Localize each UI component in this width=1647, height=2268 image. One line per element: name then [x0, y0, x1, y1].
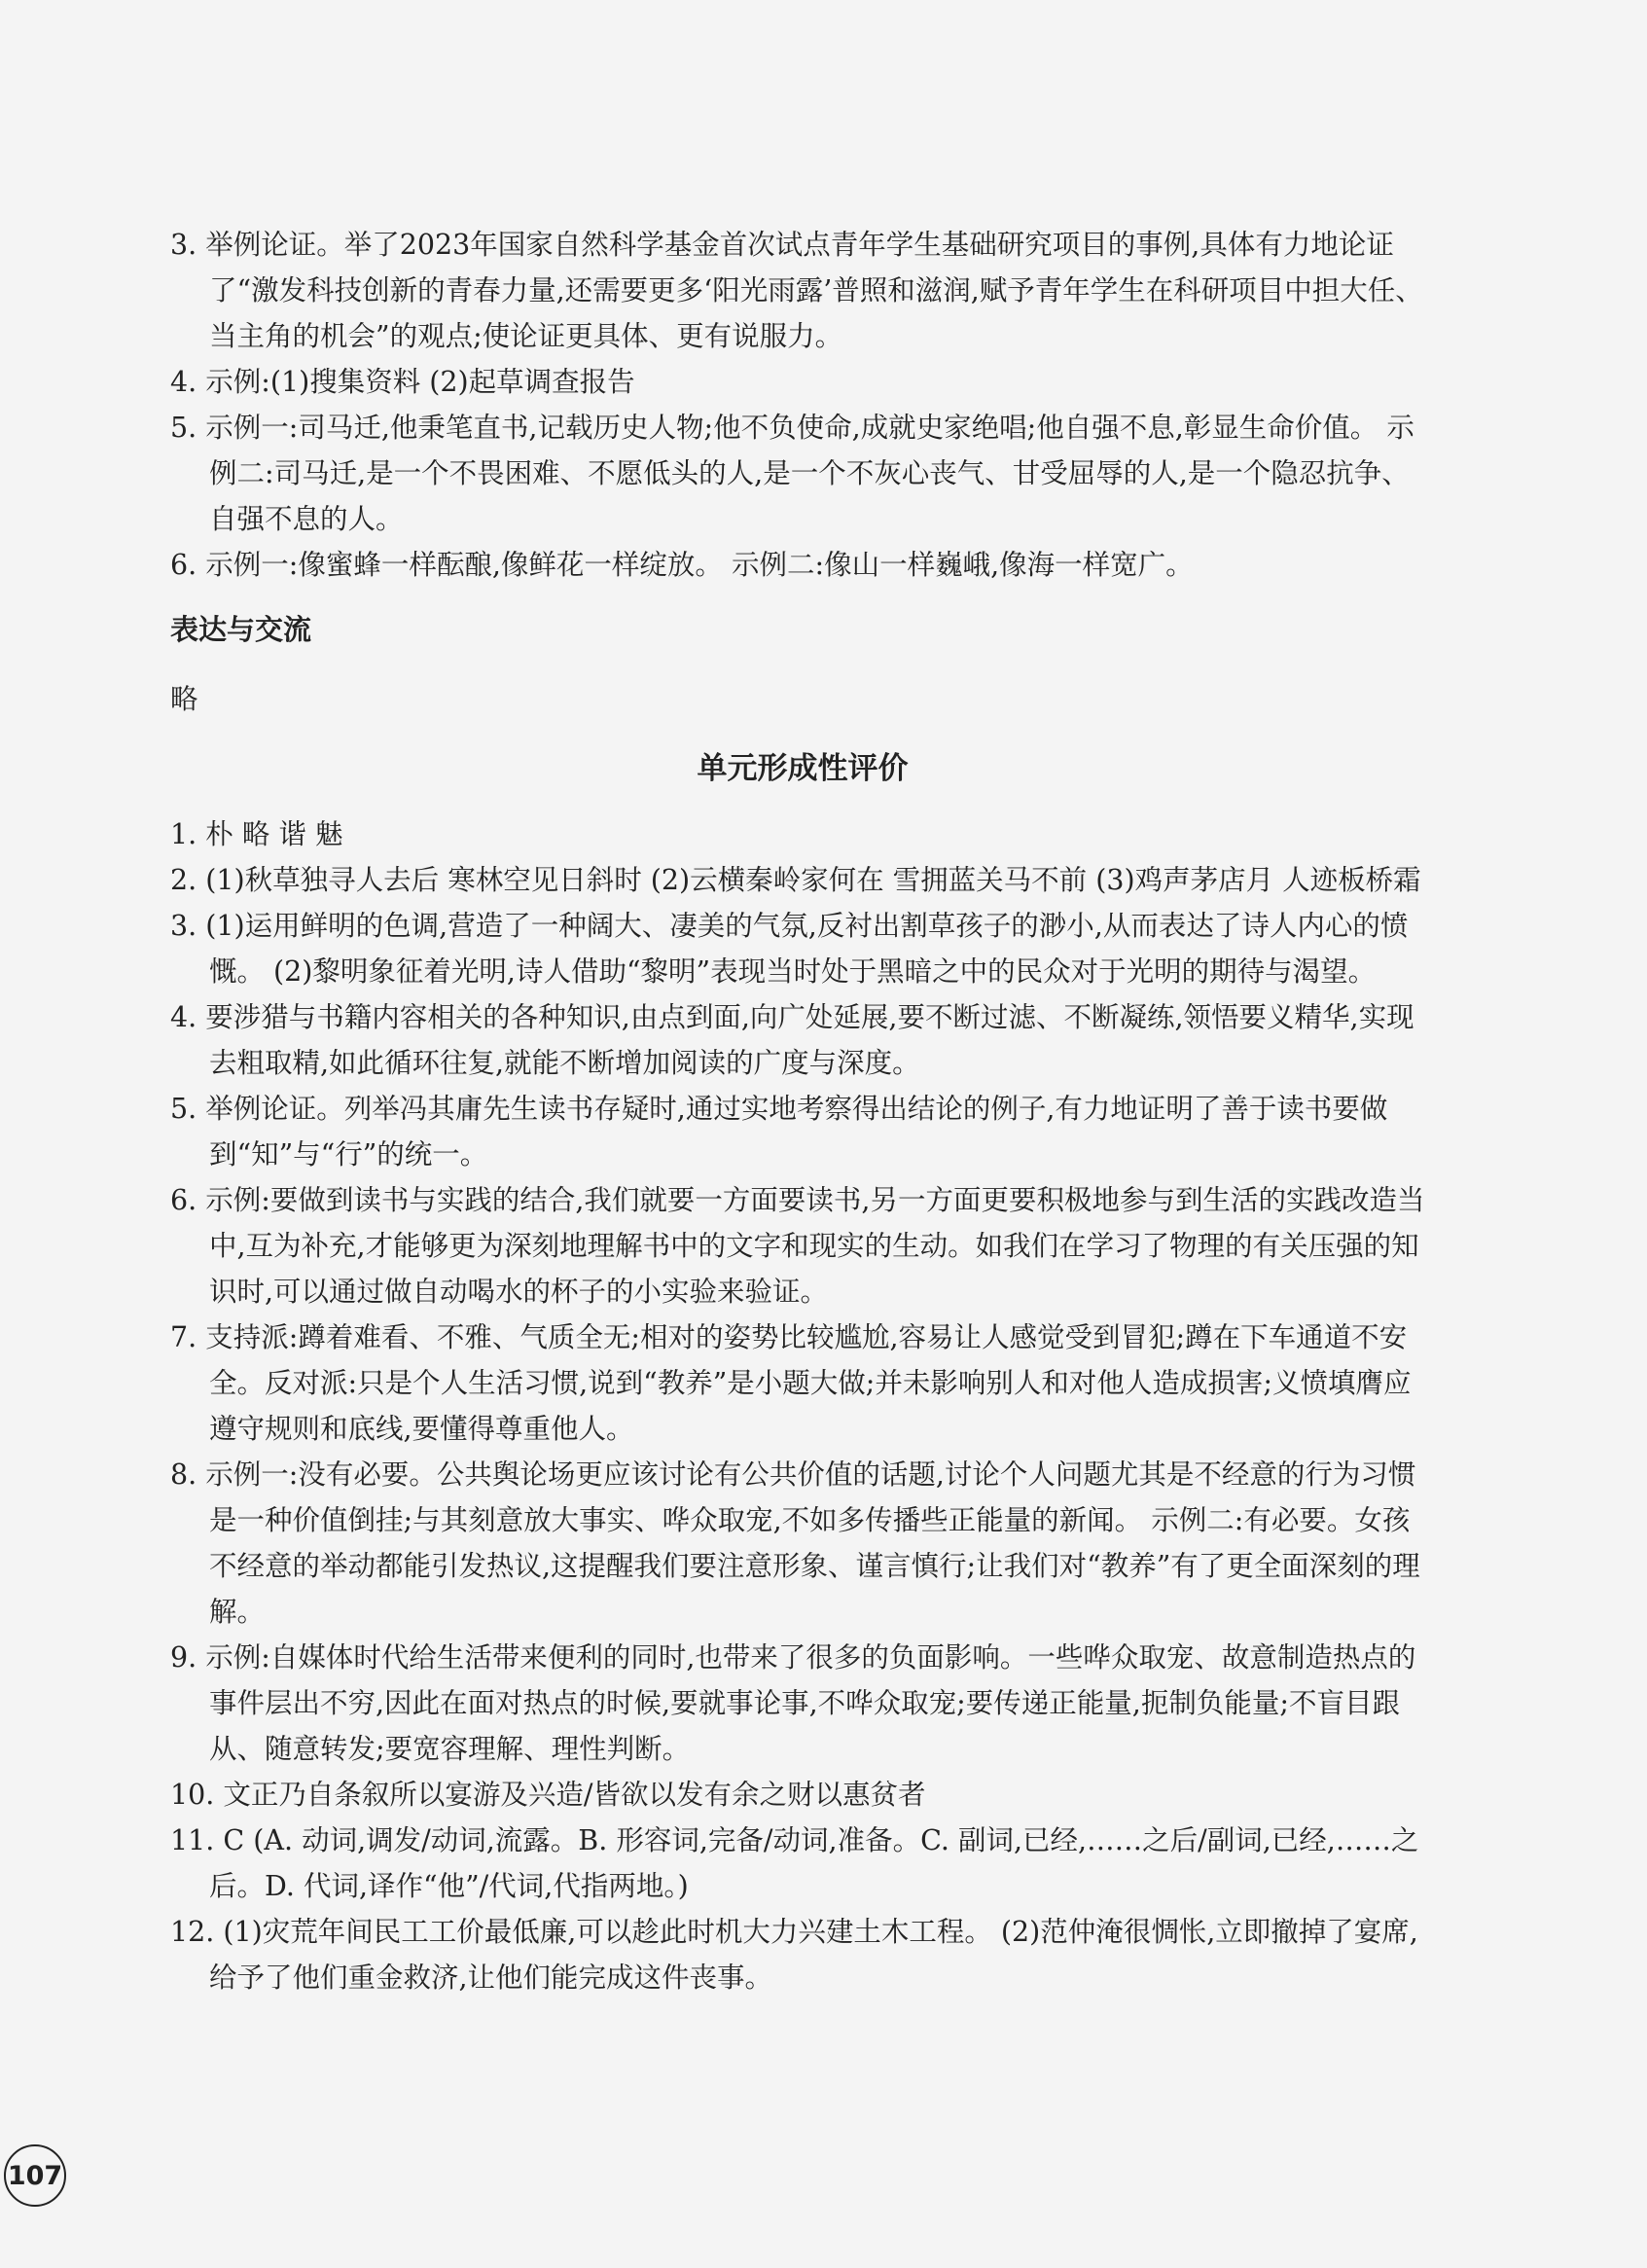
item-number: 2. [170, 864, 197, 896]
item-number: 10. [170, 1779, 215, 1811]
unit-item-10 [170, 1772, 1435, 1818]
answer-item-6 [170, 542, 1435, 588]
item-text: (1)运用鲜明的色调,营造了一种阔大、凄美的气氛,反衬出割草孩子的渺小,从而表达了诗人内心的愤慨。 (2)黎明象征着光明,诗人借助“黎明”表现当时处于黑暗之中的民众对于光明的期待与渴望。 [205, 910, 1409, 988]
item-text: (1)灾荒年间民工工价最低廉,可以趁此时机大力兴建土木工程。 (2)范仲淹很惆怅,立即撤掉了宴席,给予了他们重金救济,让他们能完成这件丧事。 [209, 1916, 1418, 1994]
item-number: 4. [170, 366, 197, 398]
section-body: 略 [170, 683, 198, 715]
unit-item-4 [170, 994, 1435, 1086]
unit-item-3 [170, 903, 1435, 994]
item-number: 9. [170, 1641, 197, 1674]
item-number: 5. [170, 412, 197, 444]
item-text: 举例论证。举了2023年国家自然科学基金首次试点青年学生基础研究项目的事例,具体有力地论证了“激发科技创新的青春力量,还需要更多‘阳光雨露’普照和滋润,赋予青年学生在科研项目中担大任、当主角的机会”的观点;使论证更具体、更有说服力。 [205, 229, 1423, 352]
unit-item-1 [170, 811, 1435, 857]
item-text: 要涉猎与书籍内容相关的各种知识,由点到面,向广处延展,要不断过滤、不断凝练,领悟要义精华,实现去粗取精,如此循环往复,就能不断增加阅读的广度与深度。 [205, 1001, 1414, 1079]
answer-content [170, 222, 1435, 2000]
item-text: 示例:(1)搜集资料 (2)起草调查报告 [205, 366, 635, 398]
unit-item-11 [170, 1818, 1435, 1909]
item-number: 5. [170, 1093, 197, 1125]
unit-title: 单元形成性评价 [697, 751, 909, 786]
item-text: 示例:要做到读书与实践的结合,我们就要一方面要读书,另一方面更要积极地参与到生活的实践改造当中,互为补充,才能够更为深刻地理解书中的文字和现实的生动。如我们在学习了物理的有关压强的知识时,可以通过做自动喝水的杯子的小实验来验证。 [205, 1184, 1425, 1308]
item-text: 举例论证。列举冯其庸先生读书存疑时,通过实地考察得出结论的例子,有力地证明了善于读书要做到“知”与“行”的统一。 [205, 1093, 1388, 1170]
item-text: 文正乃自条叙所以宴游及兴造/皆欲以发有余之财以惠贫者 [223, 1779, 926, 1811]
section-heading: 表达与交流 [170, 613, 312, 646]
item-text: 示例一:没有必要。公共舆论场更应该讨论有公共价值的话题,讨论个人问题尤其是不经意的行为习惯是一种价值倒挂;与其刻意放大事实、哗众取宠,不如多传播些正能量的新闻。 示例二:有必要。女孩不经意的举动都能引发热议,这提醒我们要注意形象、谨言慎行;让我们对“教养”有了更全面深刻的理解。 [205, 1458, 1420, 1628]
answer-item-5 [170, 405, 1435, 542]
item-number: 8. [170, 1458, 197, 1491]
item-number: 6. [170, 549, 197, 581]
item-text: (1)秋草独寻人去后 寒林空见日斜时 (2)云横秦岭家何在 雪拥蓝关马不前 (3)鸡声茅店月 人迹板桥霜 [205, 864, 1421, 896]
item-number: 7. [170, 1321, 197, 1353]
item-text: C (A. 动词,调发/动词,流露。B. 形容词,完备/动词,准备。C. 副词,已经,……之后/副词,已经,……之后。D. 代词,译作“他”/代词,代指两地。) [209, 1824, 1419, 1902]
unit-item-2 [170, 857, 1435, 903]
item-text: 示例:自媒体时代给生活带来便利的同时,也带来了很多的负面影响。一些哗众取宠、故意制造热点的事件层出不穷,因此在面对热点的时候,要就事论事,不哗众取宠;要传递正能量,扼制负能量;不盲目跟从、随意转发;要宽容理解、理性判断。 [205, 1641, 1416, 1765]
item-number: 11. [170, 1824, 215, 1856]
item-number: 3. [170, 910, 197, 942]
page-number-badge: 107 [4, 2144, 66, 2207]
item-text: 支持派:蹲着难看、不雅、气质全无;相对的姿势比较尴尬,容易让人感觉受到冒犯;蹲在下车通道不安全。反对派:只是个人生活习惯,说到“教养”是小题大做;并未影响别人和对他人造成损害;义愤填膺应遵守规则和底线,要懂得尊重他人。 [205, 1321, 1412, 1445]
answer-item-3 [170, 222, 1435, 359]
unit-item-12 [170, 1909, 1435, 2000]
unit-item-5 [170, 1086, 1435, 1177]
item-number: 3. [170, 229, 197, 261]
unit-item-7 [170, 1314, 1435, 1452]
item-text: 示例一:像蜜蜂一样酝酿,像鲜花一样绽放。 示例二:像山一样巍峨,像海一样宽广。 [205, 549, 1194, 581]
item-text: 示例一:司马迁,他秉笔直书,记载历史人物;他不负使命,成就史家绝唱;他自强不息,彰显生命价值。 示例二:司马迁,是一个不畏困难、不愿低头的人,是一个不灰心丧气、甘受屈辱的人,是一个隐忍抗争、自强不息的人。 [205, 412, 1414, 535]
unit-item-9 [170, 1635, 1435, 1772]
item-number: 1. [170, 818, 197, 850]
item-number: 12. [170, 1916, 215, 1948]
item-number: 6. [170, 1184, 197, 1216]
unit-item-6 [170, 1177, 1435, 1314]
unit-item-8 [170, 1452, 1435, 1635]
item-number: 4. [170, 1001, 197, 1033]
answer-item-4 [170, 359, 1435, 405]
item-text: 朴 略 谐 魅 [205, 818, 343, 850]
